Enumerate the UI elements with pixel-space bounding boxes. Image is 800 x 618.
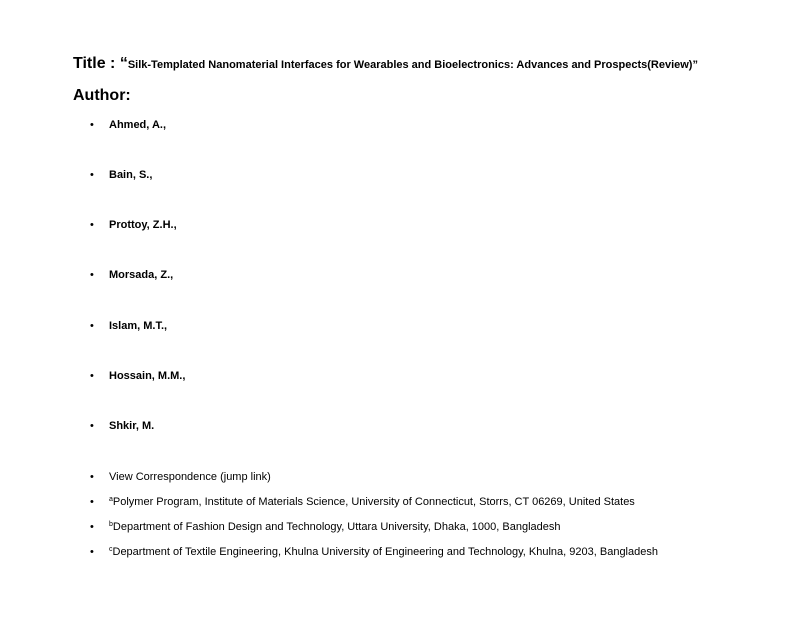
- title-label: Title :: [73, 55, 120, 72]
- bullet-icon: •: [90, 496, 94, 508]
- affiliation-marker: b: [109, 521, 113, 528]
- author-name: Ahmed, A.,: [109, 119, 167, 131]
- title-text: Silk-Templated Nanomaterial Interfaces for Wearables and Bioelectronics: Advances and Prospects(Review): [127, 59, 693, 71]
- bullet-icon: •: [90, 546, 94, 558]
- correspondence-link[interactable]: View Correspondence (jump link): [109, 471, 271, 483]
- author-name: Shkir, M.: [109, 420, 155, 432]
- title-quote-open: “: [119, 55, 128, 72]
- author-item: [90, 118, 166, 132]
- author-name: Bain, S.,: [109, 169, 153, 181]
- author-name: Islam, M.T.,: [109, 320, 168, 332]
- author-heading: Author:: [73, 87, 131, 104]
- author-name: Prottoy, Z.H.,: [109, 219, 177, 231]
- author-name: Hossain, M.M.,: [109, 370, 186, 382]
- affiliation-marker: a: [109, 496, 113, 503]
- title-quote-close: ”: [692, 59, 698, 71]
- bullet-icon: •: [90, 269, 94, 281]
- document-title: [73, 54, 698, 75]
- author-item: [90, 168, 152, 182]
- author-name: Morsada, Z.,: [109, 269, 174, 281]
- bullet-icon: •: [90, 521, 94, 533]
- bullet-icon: •: [90, 370, 94, 382]
- author-item: [90, 369, 185, 383]
- affiliation-text: Department of Textile Engineering, Khulna University of Engineering and Technology, Khulna, 9203, Bangladesh: [112, 546, 658, 558]
- author-item: [90, 218, 177, 232]
- affiliation-item: [90, 545, 658, 559]
- affiliation-text: Polymer Program, Institute of Materials Science, University of Connecticut, Storrs, CT 06269, United States: [112, 496, 635, 508]
- bullet-icon: •: [90, 320, 94, 332]
- affiliation-text: Department of Fashion Design and Technology, Uttara University, Dhaka, 1000, Bangladesh: [112, 521, 561, 533]
- affiliation-item: [90, 520, 561, 534]
- bullet-icon: •: [90, 471, 94, 483]
- bullet-icon: •: [90, 119, 94, 131]
- author-item: [90, 319, 167, 333]
- bullet-icon: •: [90, 420, 94, 432]
- author-item: [90, 419, 154, 433]
- correspondence-item: [90, 470, 271, 484]
- affiliation-marker: c: [109, 546, 113, 553]
- author-item: [90, 268, 173, 282]
- affiliation-item: [90, 495, 635, 509]
- bullet-icon: •: [90, 219, 94, 231]
- bullet-icon: •: [90, 169, 94, 181]
